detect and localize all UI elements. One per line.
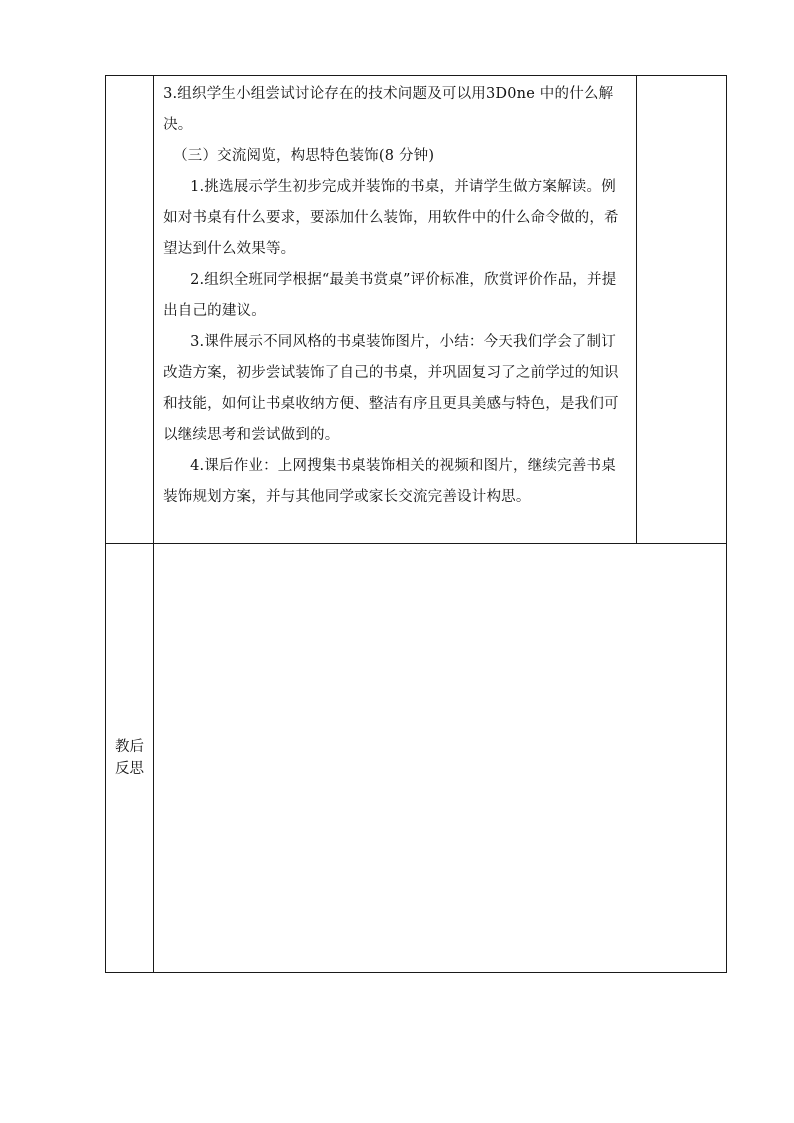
reflection-label-line1: 教后 (115, 739, 145, 755)
teaching-process-content-cell (154, 76, 637, 544)
notes-cell-empty (636, 76, 726, 544)
item-2-class-evaluation: 2.组织全班同学根据“最美书赏桌”评价标准，欣赏评价作品，并提出自己的建议。 (163, 272, 617, 319)
lesson-plan-table (105, 75, 727, 973)
item-1-showcase: 1.挑选展示学生初步完成并装饰的书桌，并请学生做方案解读。例如对书桌有什么要求，要添加什么装饰，用软件中的什么命令做的，希望达到什么效果等。 (163, 179, 619, 257)
item-3-summary: 3.课件展示不同风格的书桌装饰图片，小结：今天我们学会了制订改造方案，初步尝试装饰了自己的书桌，并巩固复习了之前学过的知识和技能，如何让书桌收纳方便、整洁有序且更具美感与特色，是我们可以继续思考和尝试做到的。 (163, 334, 619, 443)
item-4-homework: 4.课后作业：上网搜集书桌装饰相关的视频和图片，继续完善书桌装饰规划方案，并与其他同学或家长交流完善设计构思。 (163, 458, 616, 505)
reflection-label-line2: 反思 (115, 761, 145, 777)
teaching-process-content (154, 76, 636, 513)
reflection-label-cell (106, 544, 154, 973)
step-3-group-discussion: 3.组织学生小组尝试讨论存在的技术问题及可以用3D0ne 中的什么解决。 (163, 86, 614, 133)
reflection-content-cell (154, 544, 727, 973)
teaching-process-row (106, 76, 727, 544)
reflection-row (106, 544, 727, 973)
section-three-heading: （三）交流阅览，构思特色装饰(8 分钟) (173, 148, 435, 164)
row-label-cell-empty (106, 76, 154, 544)
